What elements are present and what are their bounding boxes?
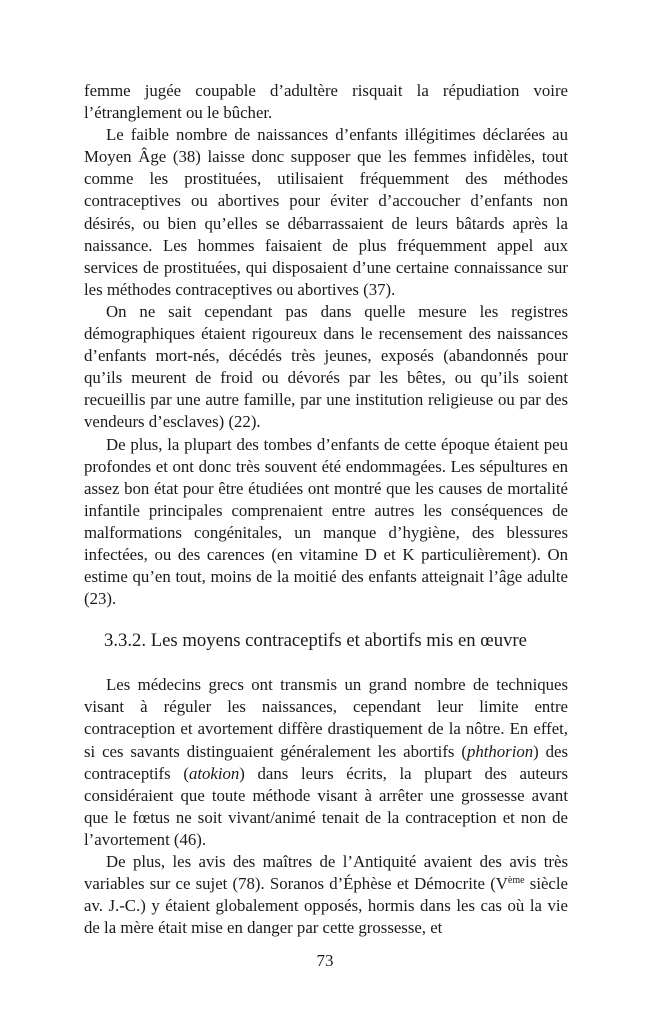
- superscript-eme: ème: [507, 875, 525, 887]
- text-segment: Les médecins grecs ont transmis un grand nombre de techniques visant à réguler les naissances, cependant leur limite entre contraception et avortement diffère drastiquement de la nôtre. En effet, si ces savants distinguaient généralement les abortifs (: [84, 675, 568, 761]
- paragraph-tombes-enfants: De plus, la plupart des tombes d’enfants de cette époque étaient peu profondes et ont donc très souvent été endommagées. Les sépultures en assez bon état pour être étudiées ont montré que les causes de mortalité infantile principales comprenaient entre autres les conséquences de malformations congénitales, un manque d’hygiène, des blessures infectées, ou des carences (en vitamine D et K particulièrement). On estime qu’en tout, moins de la moitié des enfants atteignait l’âge adulte (23).: [84, 434, 568, 609]
- page-body: [84, 80, 568, 939]
- italic-term-atokion: atokion: [188, 763, 240, 783]
- text-segment: siècle av. J.-C.) y étaient globalement opposés, hormis dans les cas où la vie de la mère était mise en danger par cette grossesse, et: [84, 874, 568, 938]
- text-segment: De plus, les avis des maîtres de l’Antiquité avaient des avis très variables sur ce sujet (78). Soranos d’Éphèse et Démocrite (V: [84, 852, 568, 894]
- italic-term-phthorion: phthorion: [466, 741, 534, 761]
- page-number: 73: [316, 951, 334, 970]
- text-segment: ) dans leurs écrits, la plupart des auteurs considéraient que toute méthode visant à arrêter une grossesse avant que le fœtus ne soit vivant/animé tenait de la contraception et non de l’avortement (46).: [84, 763, 568, 849]
- paragraph-adultere: femme jugée coupable d’adultère risquait la répudiation voire l’étranglement ou le bûcher.: [84, 81, 568, 123]
- paragraph-registres-demographiques: On ne sait cependant pas dans quelle mesure les registres démographiques étaient rigoureux dans le recensement des naissances d’enfants mort-nés, décédés très jeunes, exposés (abandonnés pour qu’ils meurent de froid ou dévorés par les bêtes, ou qu’ils soient recueillis par une autre famille, par une institution religieuse ou par des vendeurs d’esclaves) (22).: [84, 301, 568, 432]
- paragraph-medecins-grecs: [84, 674, 568, 851]
- text-segment: ) des contraceptifs (: [84, 741, 569, 783]
- paragraph-naissances-illegitimes: Le faible nombre de naissances d’enfants illégitimes déclarées au Moyen Âge (38) laisse donc supposer que les femmes infidèles, tout comme les prostituées, utilisaient fréquemment des méthodes contraceptives ou abortives pour éviter d’accoucher d’enfants non désirés, ou bien qu’elles se débarrassaient de leurs bâtards après la naissance. Les hommes faisaient de plus fréquemment appel aux services de prostituées, qui disposaient d’une certaine connaissance sur les méthodes contraceptives ou abortives (37).: [84, 125, 568, 299]
- section-heading: 3.3.2. Les moyens contraceptifs et abortifs mis en œuvre: [104, 630, 527, 652]
- paragraph-maitres-antiquite: [84, 851, 568, 939]
